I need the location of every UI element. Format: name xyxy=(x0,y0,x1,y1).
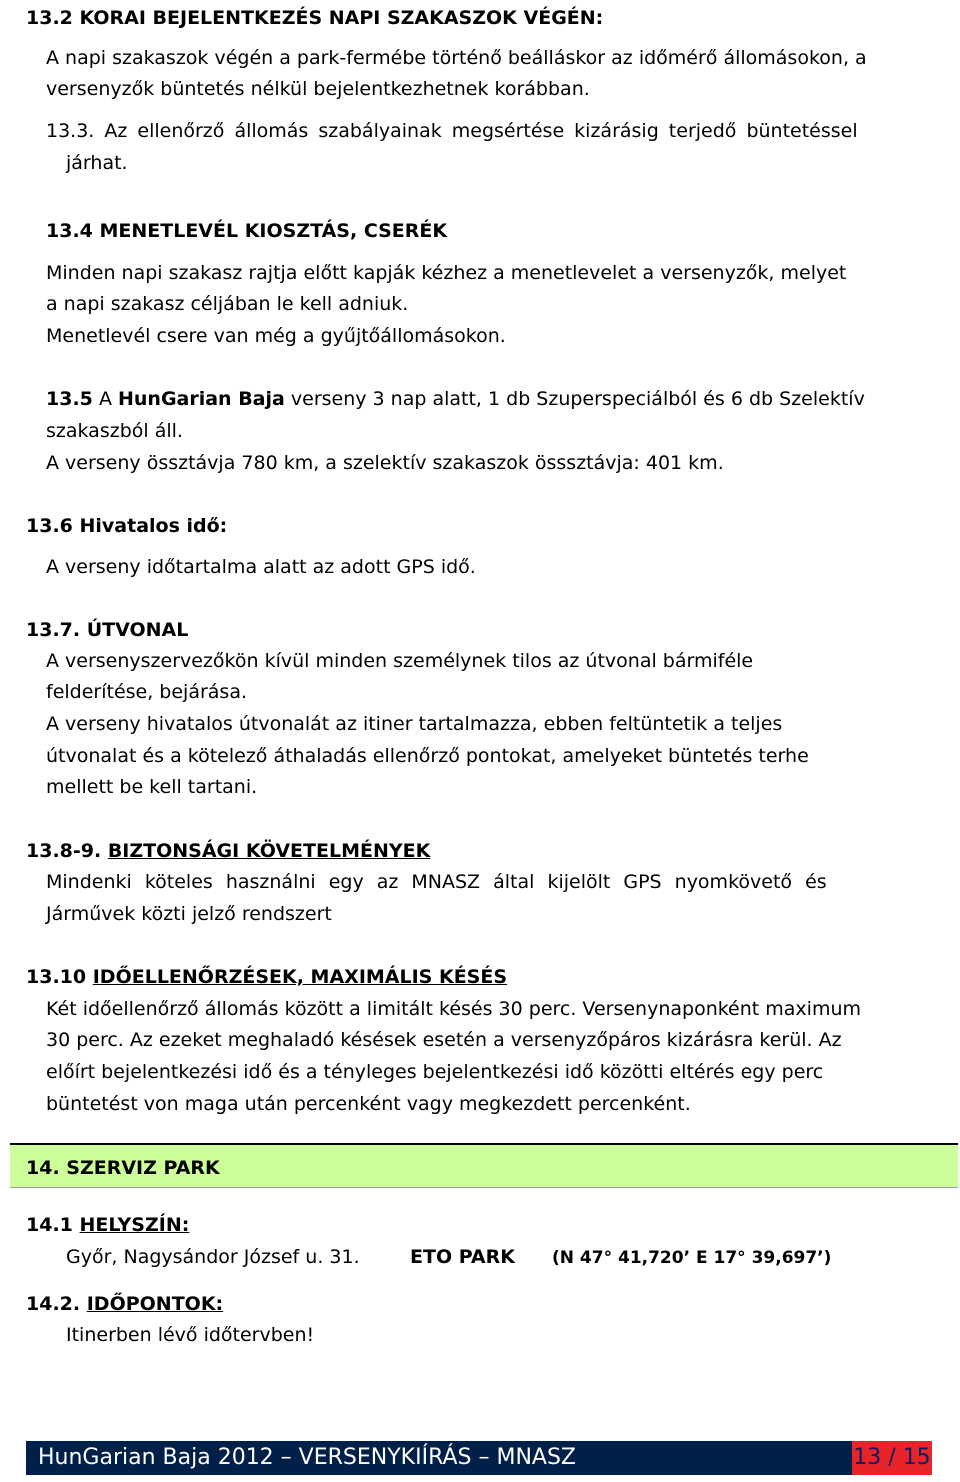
section-13-5-line-2: szakaszból áll. xyxy=(46,420,183,442)
section-13-10-number: 13.10 xyxy=(26,966,87,988)
section-13-5-line-1 xyxy=(46,387,865,411)
section-13-2-line-1: A napi szakaszok végén a park-fermébe történő beálláskor az időmérő állomásokon, a xyxy=(46,47,867,69)
section-13-4-heading: 13.4 MENETLEVÉL KIOSZTÁS, CSERÉK xyxy=(46,220,448,242)
section-13-3-line-1: 13.3. Az ellenőrző állomás szabályainak megsértése kizárásig terjedő büntetéssel xyxy=(46,120,858,142)
section-13-7-line-4: útvonalat és a kötelező áthaladás ellenőrző pontokat, amelyeket büntetés terhe xyxy=(46,745,809,767)
section-13-5-line-3: A verseny össztávja 780 km, a szelektív szakaszok össsztávja: 401 km. xyxy=(46,452,724,474)
section-13-4-line-2: a napi szakasz céljában le kell adniuk. xyxy=(46,293,409,315)
section-13-8-line-1: Mindenki köteles használni egy az MNASZ által kijelölt GPS nyomkövető és xyxy=(46,871,827,893)
section-13-8-title: BIZTONSÁGI KÖVETELMÉNYEK xyxy=(107,840,431,862)
eto-park-label: ETO PARK xyxy=(410,1246,515,1268)
page-number: 13 / 15 xyxy=(852,1441,932,1475)
section-13-2-line-2: versenyzők büntetés nélkül bejelentkezhetnek korábban. xyxy=(46,78,590,100)
footer-title: HunGarian Baja 2012 – VERSENYKIÍRÁS – MNASZ xyxy=(38,1445,576,1470)
section-14-1-title: HELYSZÍN: xyxy=(79,1214,190,1236)
section-13-5-number: 13.5 xyxy=(46,388,93,410)
section-13-7-line-1: A versenyszervezőkön kívül minden személynek tilos az útvonal bármiféle xyxy=(46,650,754,672)
section-13-4-line-3: Menetlevél csere van még a gyűjtőállomásokon. xyxy=(46,325,506,347)
section-13-8-line-2: Járművek közti jelző rendszert xyxy=(46,903,332,925)
section-13-7-line-3: A verseny hivatalos útvonalát az itiner tartalmazza, ebben feltüntetik a teljes xyxy=(46,713,783,735)
section-13-6-heading: 13.6 Hivatalos idő: xyxy=(26,515,228,537)
section-13-2-heading: 13.2 KORAI BEJELENTKEZÉS NAPI SZAKASZOK VÉGÉN: xyxy=(26,7,604,29)
section-14-heading: 14. SZERVIZ PARK xyxy=(26,1157,220,1179)
section-14-2-number: 14.2. xyxy=(26,1293,81,1315)
section-13-4-line-1: Minden napi szakasz rajtja előtt kapják kézhez a menetlevelet a versenyzők, melyet xyxy=(46,262,847,284)
section-14-1-address: Győr, Nagysándor József u. 31. xyxy=(66,1246,360,1268)
section-14-2-title: IDŐPONTOK: xyxy=(86,1293,224,1315)
section-14-1-heading xyxy=(26,1213,189,1237)
section-13-3-line-2: járhat. xyxy=(66,152,128,174)
gps-coordinates: (N 47° 41,720’ E 17° 39,697’) xyxy=(552,1248,832,1268)
section-13-7-line-2: felderítése, bejárása. xyxy=(46,681,248,703)
section-14-2-line-1: Itinerben lévő időtervben! xyxy=(66,1324,315,1346)
section-13-10-title: IDŐELLENŐRZÉSEK, MAXIMÁLIS KÉSÉS xyxy=(92,966,508,988)
section-13-10-line-1: Két időellenőrző állomás között a limitált késés 30 perc. Versenynaponként maximum xyxy=(46,998,862,1020)
section-14-1-number: 14.1 xyxy=(26,1214,73,1236)
section-13-10-line-2: 30 perc. Az ezeket meghaladó késések esetén a versenyzőpáros kizárásra kerül. Az xyxy=(46,1029,842,1051)
section-13-10-heading xyxy=(26,965,507,989)
section-13-8-heading xyxy=(26,839,430,863)
section-13-5-post: verseny 3 nap alatt, 1 db Szuperspeciálból és 6 db Szelektív xyxy=(290,388,865,410)
section-13-10-line-3: előírt bejelentkezési idő és a tényleges bejelentkezési idő közötti eltérés egy perc xyxy=(46,1061,824,1083)
section-13-7-heading: 13.7. ÚTVONAL xyxy=(26,619,189,641)
event-name: HunGarian Baja xyxy=(117,388,285,410)
section-13-7-line-5: mellett be kell tartani. xyxy=(46,776,258,798)
page-footer xyxy=(26,1441,932,1475)
section-13-8-number: 13.8-9. xyxy=(26,840,102,862)
section-14-2-heading xyxy=(26,1292,223,1316)
section-13-5-pre: A xyxy=(98,388,112,410)
section-13-10-line-4: büntetést von maga után percenként vagy megkezdett percenként. xyxy=(46,1093,691,1115)
section-13-6-line-1: A verseny időtartalma alatt az adott GPS idő. xyxy=(46,556,476,578)
